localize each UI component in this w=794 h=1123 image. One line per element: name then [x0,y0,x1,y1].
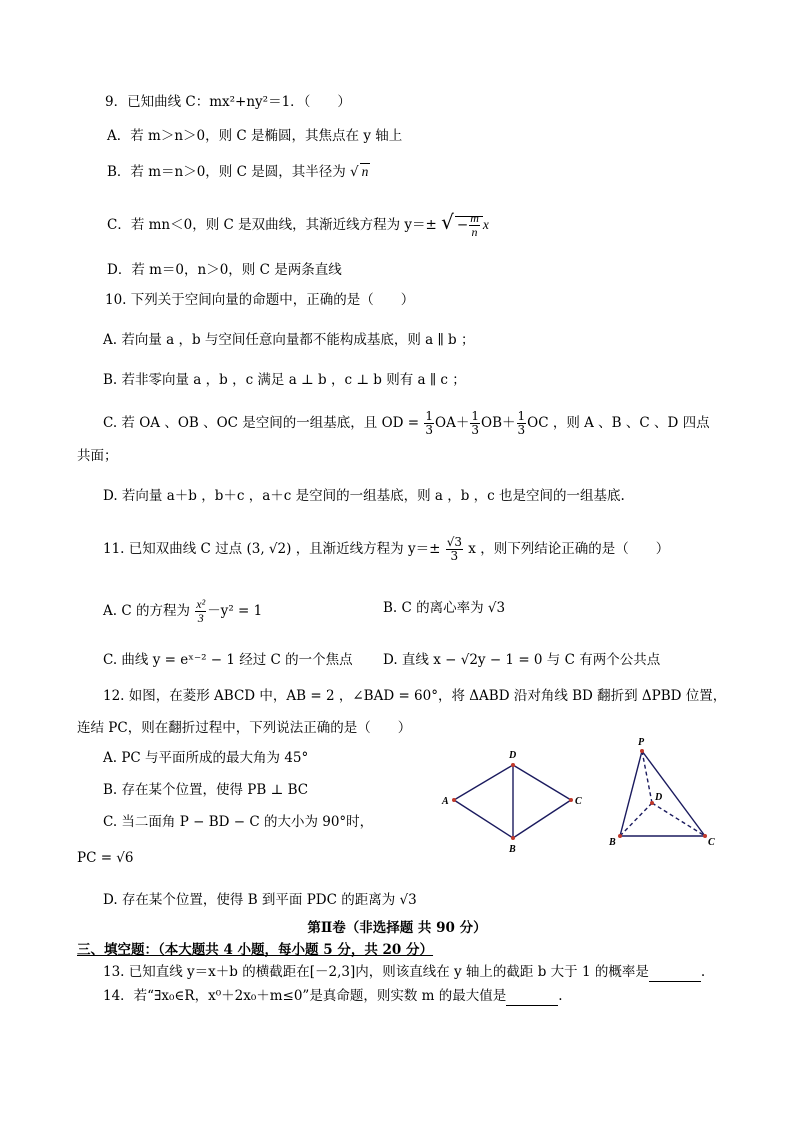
q10-option-b: B. 若非零向量 a ，b ，c 满足 a ⊥ b ，c ⊥ b 则有 a ∥ c ； [103,372,466,388]
q9-stem: 9．已知曲线 C：mx²+ny²＝1．（ ） [105,94,351,110]
label-b: B [509,844,516,855]
q9-option-d: D．若 m＝0，n＞0，则 C 是两条直线 [107,262,342,278]
label-d: D [655,792,663,803]
q9-option-c-radicand [455,211,483,239]
q11-stem-pre: 11. 已知双曲线 C 过点 [103,541,243,557]
q9-option-c-x: x [482,217,489,232]
q11-stem-mid: ，且渐近线方程为 y＝± [295,541,441,557]
point-p [640,749,644,753]
point-a [452,798,456,802]
edge-dc [513,765,571,800]
label-b: B [609,837,616,848]
frac-num: m [470,211,479,225]
q12-option-c-line2: PC = √6 [77,850,134,866]
q12-stem-line2: 连结 PC，则在翻折过程中，下列说法正确的是（ ） [77,720,412,736]
q10-option-c-pre: C. 若 OA 、OB 、OC 是空间的一组基底，且 OD = [103,415,420,431]
q14-text: 14．若“∃x₀∈R，x⁰＋2x₀＋m≤0”是真命题，则实数 m 的最大值是 [103,988,507,1004]
q14-end: . [558,988,563,1004]
q9-option-c-fraction [469,212,480,239]
q11-option-b: B. C 的离心率为 √3 [383,600,506,616]
q12-stem: 12. 如图，在菱形 ABCD 中，AB = 2 ，∠BAD = 60°，将 ΔABD 沿对角线 BD 翻折到 ΔPBD 位置， [103,688,727,704]
label-d: D [509,750,517,761]
q10-vec-ob: OB＋ [481,415,516,431]
q10-fraction-1 [424,410,434,437]
minus-sign: − [456,217,469,233]
point-b [511,836,515,840]
q10-option-c-post: ，则 A 、B 、C 、D 四点 [552,415,710,431]
q14-answer-blank[interactable] [506,991,558,1006]
q11-option-a-fraction [195,598,206,625]
q11-stem [103,536,669,563]
edge-cb [513,800,571,838]
sqrt-symbol: √ [350,164,359,180]
frac-num: 1 [517,409,526,423]
q13-answer-blank[interactable] [649,967,701,982]
label-a: A [442,796,449,807]
rhombus-figure [436,745,586,855]
q10-vec-oa: OA＋ [435,415,470,431]
q13-text: 13. 已知直线 y＝x＋b 的横截距在[－2,3]内，则该直线在 y 轴上的截距 b 大于 1 的概率是 [103,964,649,980]
q9-option-b [107,162,370,182]
q9-option-a: A．若 m＞n＞0，则 C 是椭圆，其焦点在 y 轴上 [107,128,403,144]
q10-option-c [103,410,710,437]
frac-den: n [471,225,478,239]
frac-den: 3 [450,549,459,563]
q9-option-b-text: B．若 m＝n＞0，则 C 是圆，其半径为 [107,164,346,180]
frac-den: 3 [517,423,526,437]
q11-option-a-post: －y² = 1 [207,603,263,619]
q14 [103,986,563,1006]
q12-option-b: B. 存在某个位置，使得 PB ⊥ BC [103,782,309,798]
q10-vec-oc: OC [527,415,549,431]
frac-den: 3 [197,611,204,625]
q9-option-c-text: C．若 mn＜0，则 C 是双曲线，其渐近线方程为 y＝± [107,217,437,233]
q9-option-c [107,212,489,239]
label-p: P [638,737,645,748]
edge-pb [620,751,642,836]
q13-end: . [700,964,706,980]
q11-option-a-pre: A. C 的方程为 [103,603,190,619]
q11-option-c: C. 曲线 y = eˣ⁻² − 1 经过 C 的一个焦点 [103,652,353,668]
q12-option-a: A. PC 与平面所成的最大角为 45° [103,750,309,766]
frac-den: 3 [425,423,434,437]
frac-den: 3 [471,423,479,437]
point-c [569,798,573,802]
point-b [618,834,622,838]
q11-point: (3, √2) [246,541,292,557]
q10-option-c-line2: 共面； [77,448,118,464]
q10-fraction-3 [517,410,527,437]
section-header: 三、填空题：（本大题共 4 小题，每小题 5 分，共 20 分） [77,942,434,958]
frac-num: x² [196,597,206,611]
q11-fraction [446,536,463,563]
q10-option-d: D. 若向量 a＋b ，b＋c ，a＋c 是空间的一组基底，则 a ，b ，c 也是空间的一组基底. [103,488,625,504]
section-title: 第Ⅱ卷（非选择题 共 90 分） [307,920,487,936]
q9-option-b-radicand: n [361,164,369,179]
frac-num: √3 [446,535,462,549]
frac-num: 1 [425,409,434,423]
q10-stem: 10. 下列关于空间向量的命题中，正确的是（ ） [105,292,415,308]
q10-fraction-2 [470,410,480,437]
edge-pc [642,751,705,836]
q12-option-c: C. 当二面角 P − BD − C 的大小为 90°时， [103,814,374,830]
q11-option-d: D. 直线 x − √2y − 1 = 0 与 C 有两个公共点 [383,652,661,668]
point-c [703,834,707,838]
q11-stem-post: x ，则下列结论正确的是（ ） [468,541,670,557]
point-d [511,763,515,767]
edge-ba [454,800,513,838]
q12-option-d: D. 存在某个位置，使得 B 到平面 PDC 的距离为 √3 [103,892,417,908]
q10-option-a: A. 若向量 a ，b 与空间任意向量都不能构成基底，则 a ∥ b ； [103,332,475,348]
label-c: C [575,796,582,807]
q11-option-a [103,598,262,625]
q13 [103,962,705,982]
sqrt-symbol: √ [441,210,454,234]
edge-dc [652,803,705,836]
edge-ad [454,765,513,800]
tetrahedron-figure [604,733,729,853]
label-c: C [708,837,715,848]
point-d [650,801,654,805]
frac-num: 1 [471,409,479,423]
